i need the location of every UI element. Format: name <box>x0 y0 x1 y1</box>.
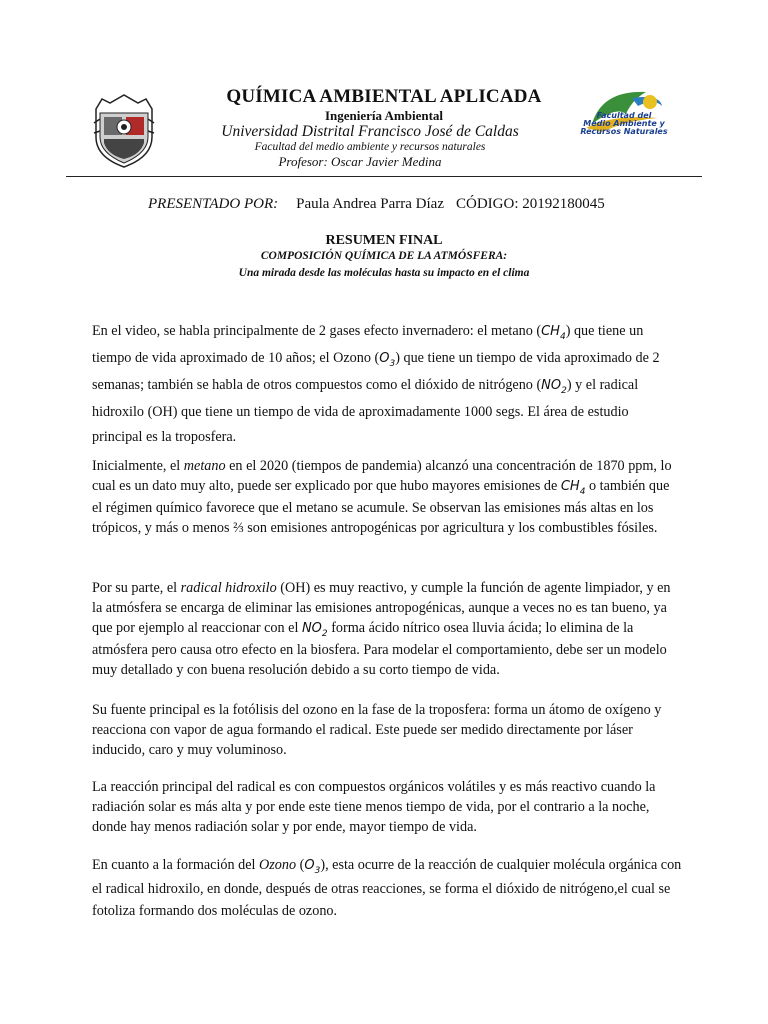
paragraph-6 <box>92 854 682 922</box>
faculty-name: Facultad del medio ambiente y recursos naturales <box>254 141 486 153</box>
paragraph-text: ( <box>296 857 305 873</box>
presented-by-label: PRESENTADO POR: <box>148 196 279 212</box>
faculty-logo-line: Facultad del <box>596 111 652 120</box>
faculty-logo-line: Recursos Naturales <box>580 127 668 136</box>
paragraph-text: forma ácido nítrico osea lluvia ácida; lo elimina de la atmósfera pero causa otro efecto en la biosfera. Para modelar el comportamiento, debe ser un modelo muy detallado y con buena resolución debido a su corto tiempo de vida. <box>92 620 667 678</box>
paragraph-text: o también que el régimen químico favorece que el metano se acumule. Se observan las emisiones más altas en los trópicos, y más o menos ⅔ son emisiones antropogénicas por agricultura y los combustibles fósiles. <box>92 478 670 536</box>
summary-subtitle: COMPOSICIÓN QUÍMICA DE LA ATMÓSFERA: <box>260 250 508 262</box>
paragraph-text: ) que tiene un tiempo de vida aproximado de 10 años; el Ozono ( <box>92 323 644 366</box>
header-divider <box>66 176 702 177</box>
presented-by-line <box>148 196 605 213</box>
emphasis-ozono: Ozono <box>259 857 297 873</box>
course-title: QUÍMICA AMBIENTAL APLICADA <box>226 86 542 107</box>
paragraph-text: ), esta ocurre de la reacción de cualquier molécula orgánica con el radical hidroxilo, en donde, después de otras reacciones, se forma el dióxido de nitrógeno,el cual se fotoliza formando dos moléculas de ozono. <box>92 857 682 919</box>
paragraph-5: La reacción principal del radical es con compuestos orgánicos volátiles y es más reactivo cuando la radiación solar es más alta y por ende este tiene menos tiempo de vida, por el contrario a la noche, donde hay menos radiación solar y por ende, mayor tiempo de vida. <box>92 779 656 835</box>
paragraph-text: Por su parte, el <box>92 580 181 596</box>
summary-title: RESUMEN FINAL <box>325 233 443 248</box>
paragraph-text: En cuanto a la formación del <box>92 857 260 873</box>
formula-no2: $NO_2$ <box>541 378 567 396</box>
paragraph-text: Inicialmente, el <box>92 458 184 474</box>
paragraph-3 <box>92 578 682 680</box>
formula-ch4: $CH_4$ <box>560 479 586 497</box>
paragraph-2 <box>92 456 682 538</box>
program-name: Ingeniería Ambiental <box>324 108 444 123</box>
paragraph-text: ) que tiene un tiempo de vida aproximado de 2 semanas; también se habla de otros compuestos como el dióxido de nitrógeno ( <box>92 350 660 393</box>
formula-no2: $NO_2$ <box>301 621 328 639</box>
university-name: Universidad Distrital Francisco José de Caldas <box>221 123 519 140</box>
paragraph-text: en el 2020 (tiempos de pandemia) alcanzó una concentración de 1870 ppm, lo cual es un dato muy alto, puede ser explicado por que hubo mayores emisiones de <box>92 458 672 494</box>
faculty-logo-line: Medio Ambiente y <box>583 119 665 128</box>
formula-ch4: $CH_4$ <box>541 324 566 342</box>
summary-subtitle-2: Una mirada desde las moléculas hasta su impacto en el clima <box>238 267 530 279</box>
emphasis-metano: metano <box>183 458 226 474</box>
paragraph-text: En el video, se habla principalmente de 2 gases efecto invernadero: el metano ( <box>92 323 542 339</box>
formula-o3: $O_3$ <box>304 858 321 876</box>
student-name: Paula Andrea Parra Díaz <box>296 196 444 212</box>
student-code: 20192180045 <box>522 196 605 212</box>
formula-o3: $O_3$ <box>379 351 396 369</box>
paragraph-text: (OH) es muy reactivo, y cumple la función de agente limpiador, y en la atmósfera se encarga de eliminar las emisiones antropogénicas, aunque a veces no es tan bueno, ya que por ejemplo al reaccionar con el <box>92 580 671 636</box>
paragraph-1 <box>92 319 682 450</box>
emphasis-radical: radical hidroxilo <box>180 580 277 596</box>
paragraph-text: ) y el radical hidroxilo (OH) que tiene un tiempo de vida de aproximadamente 1000 segs. El área de estudio principal es la troposfera. <box>92 377 639 445</box>
paragraph-4: Su fuente principal es la fotólisis del ozono en la fase de la troposfera: forma un átomo de oxígeno y reacciona con vapor de agua formando el radical. Este puede ser medido directamente por láser inducido, caro y muy voluminoso. <box>92 702 662 758</box>
professor-name: Profesor: Oscar Javier Medina <box>278 154 442 169</box>
code-label: CÓDIGO: <box>455 196 519 212</box>
